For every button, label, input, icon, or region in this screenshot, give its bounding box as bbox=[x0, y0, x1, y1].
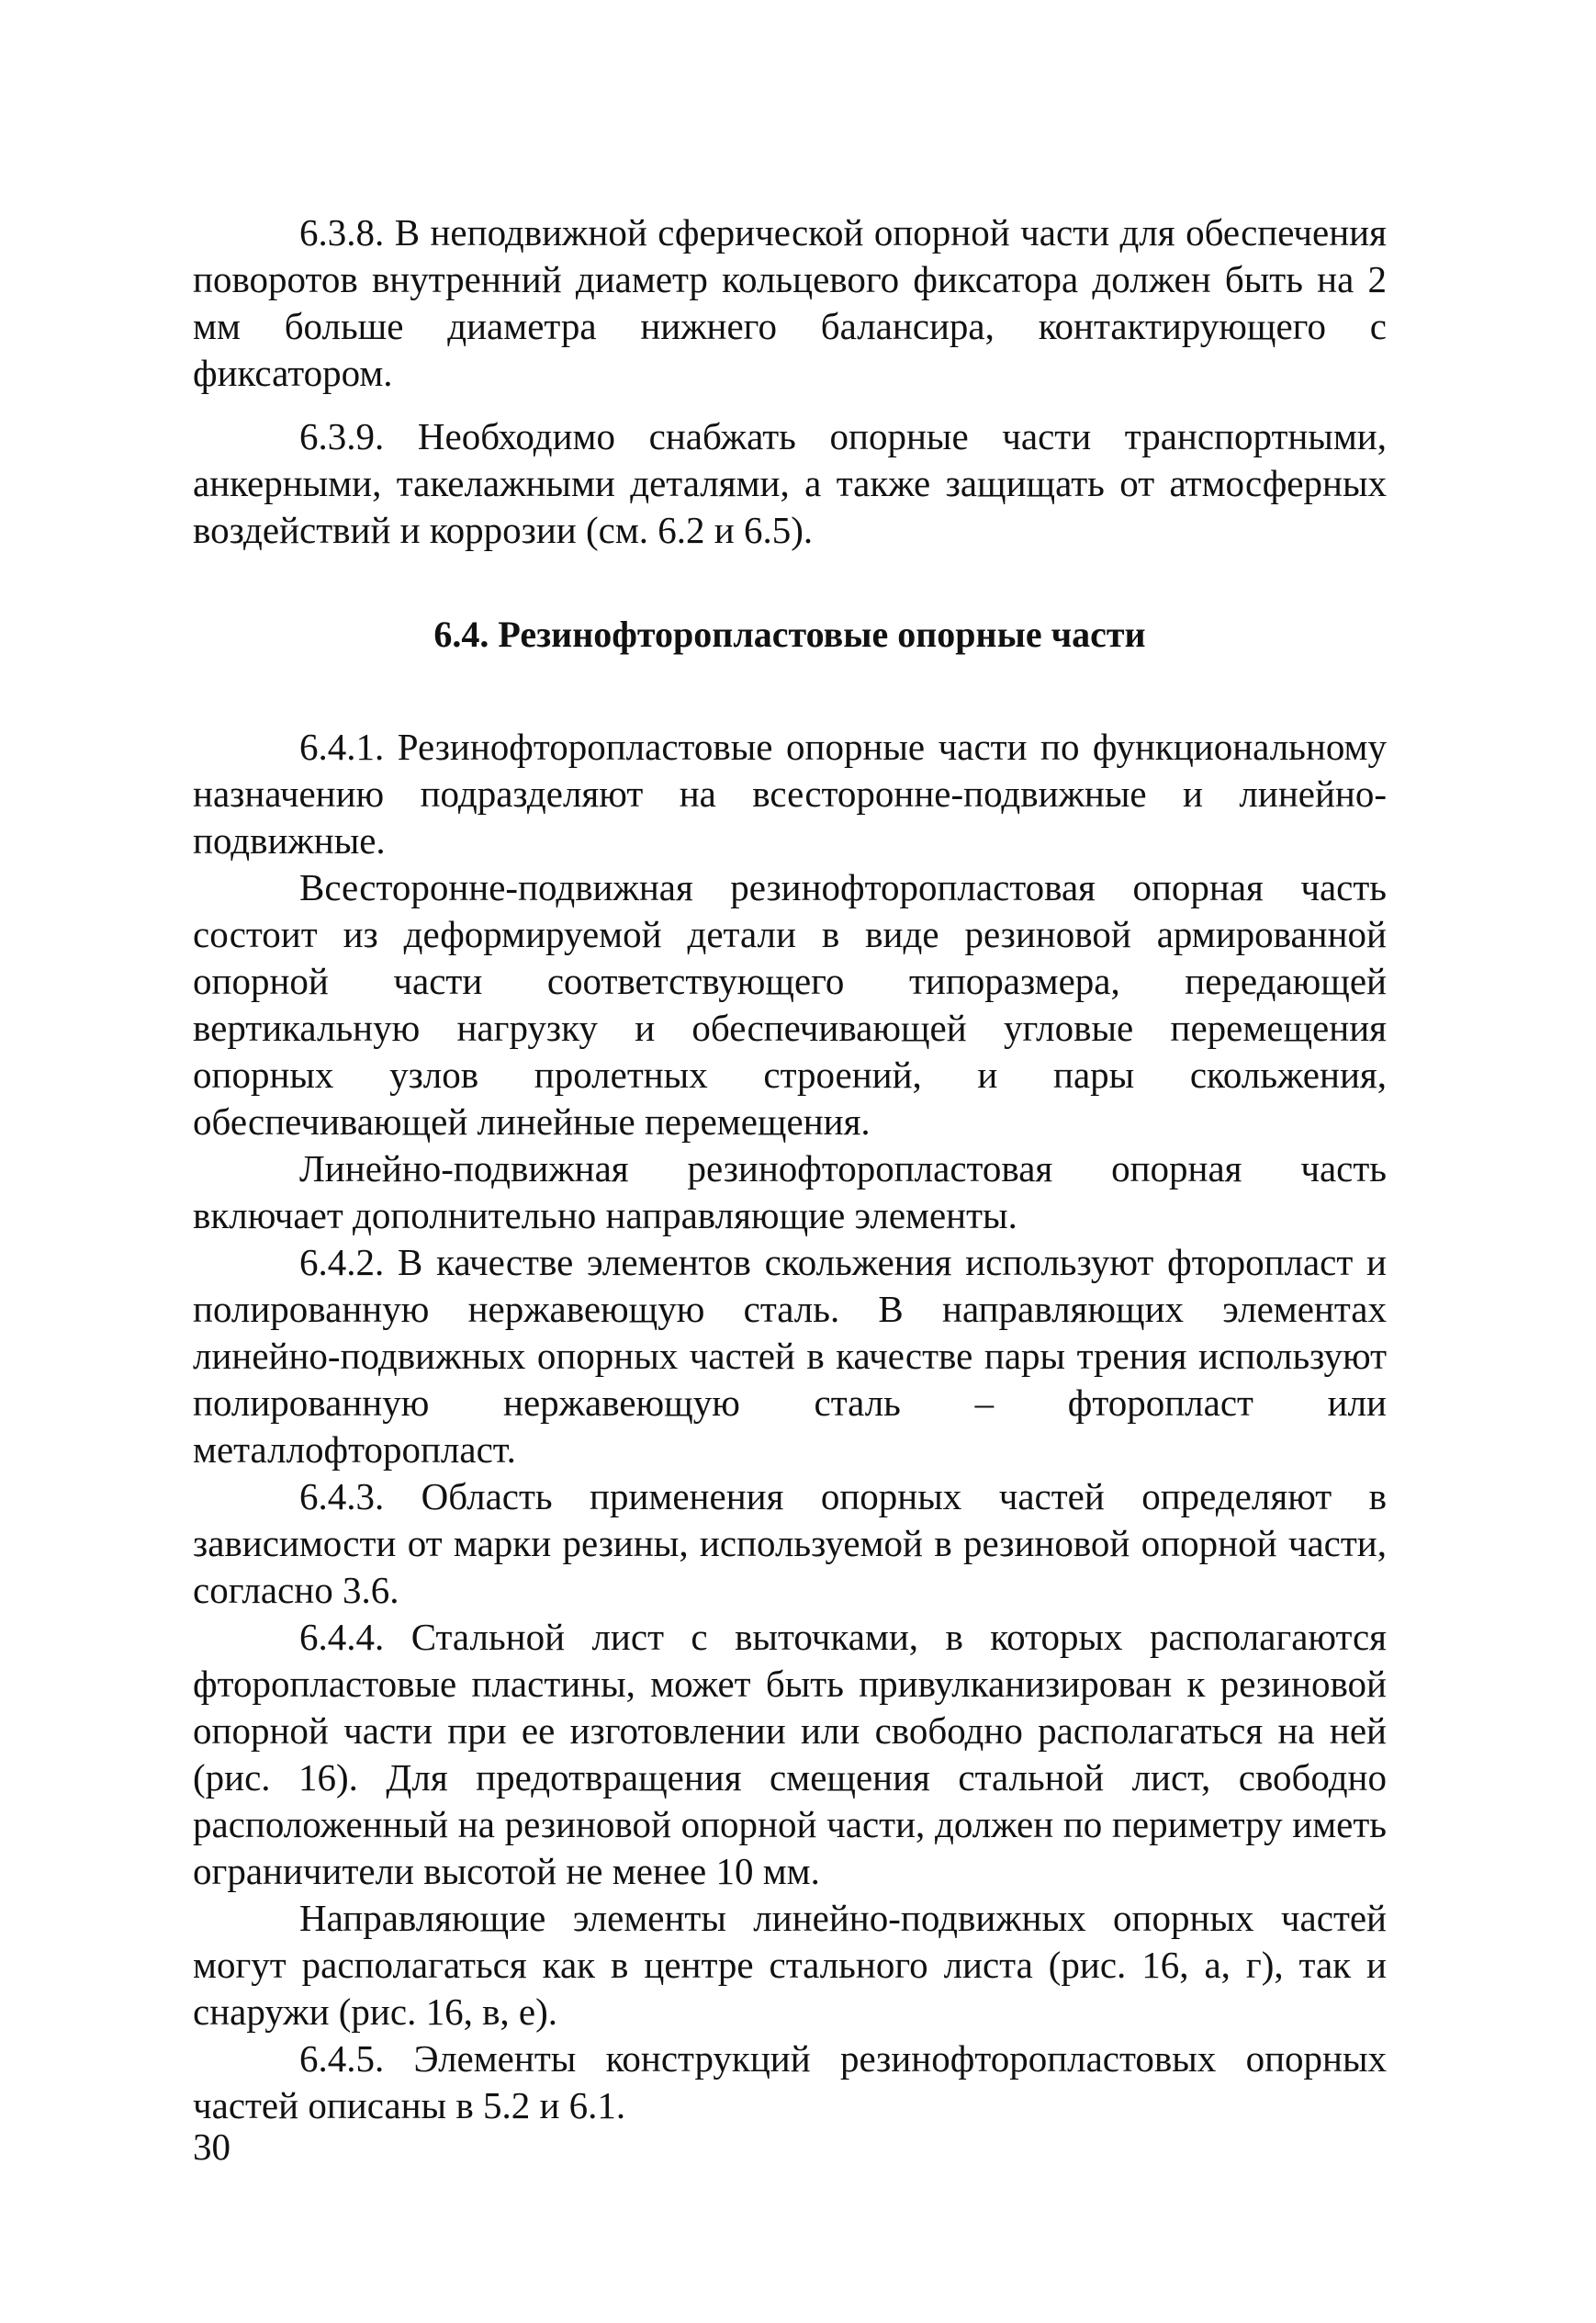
paragraph-6-4-2: 6.4.2. В качестве элементов скольжения используют фторопласт и полированную нержавеющую сталь. В направляющих элементах линейно-подвижных опорных частей в качестве пары трения используют полированную нержавеющую сталь – фторопласт или металлофторопласт. bbox=[193, 1241, 1387, 1471]
page-number: 30 bbox=[193, 2126, 230, 2168]
paragraph-6-4-3: 6.4.3. Область применения опорных частей определяют в зависимости от марки резины, используемой в резиновой опорной части, согласно 3.6. bbox=[193, 1475, 1387, 1611]
document-page bbox=[193, 209, 1387, 2129]
paragraph-guide-elements: Направляющие элементы линейно-подвижных опорных частей могут располагаться как в центре стального листа (рис. 16, а, г), так и снаружи (рис. 16, в, е). bbox=[193, 1897, 1387, 2033]
paragraph-6-4-5: 6.4.5. Элементы конструкций резинофторопластовых опорных частей описаны в 5.2 и 6.1. bbox=[193, 2037, 1387, 2126]
paragraph-6-4-4: 6.4.4. Стальной лист с выточками, в которых располагаются фторопластовые пластины, может быть привулканизирован к резиновой опорной части при ее изготовлении или свободно располагаться на ней (рис. 16). Для предотвращения смещения стальной лист, свободно расположенный на резиновой опорной части, должен по периметру иметь ограничители высотой не менее 10 мм. bbox=[193, 1616, 1387, 1892]
paragraph-gap bbox=[193, 397, 1387, 413]
paragraph-all-direction-bearing: Всесторонне-подвижная резинофторопластовая опорная часть состоит из деформируемой детали в виде резиновой армированной опорной части соответствующего типоразмера, передающей вертикальную нагрузку и обеспечивающей угловые перемещения опорных узлов пролетных строений, и пары скольжения, обеспечивающей линейные перемещения. bbox=[193, 866, 1387, 1143]
paragraph-6-3-9: 6.3.9. Необходимо снабжать опорные части транспортными, анкерными, такелажными деталями, а также защищать от атмосферных воздействий и коррозии (см. 6.2 и 6.5). bbox=[193, 415, 1387, 551]
paragraph-linear-bearing: Линейно-подвижная резинофторопластовая опорная часть включает дополнительно направляющие элементы. bbox=[193, 1147, 1387, 1236]
section-heading: 6.4. Резинофторопластовые опорные части bbox=[433, 614, 1146, 655]
paragraph-6-4-1: 6.4.1. Резинофторопластовые опорные части по функциональному назначению подразделяют на всесторонне-подвижные и линейно-подвижные. bbox=[193, 726, 1387, 862]
paragraph-6-3-8: 6.3.8. В неподвижной сферической опорной части для обеспечения поворотов внутренний диаметр кольцевого фиксатора должен быть на 2 мм больше диаметра нижнего балансира, контактирующего с фиксатором. bbox=[193, 211, 1387, 394]
